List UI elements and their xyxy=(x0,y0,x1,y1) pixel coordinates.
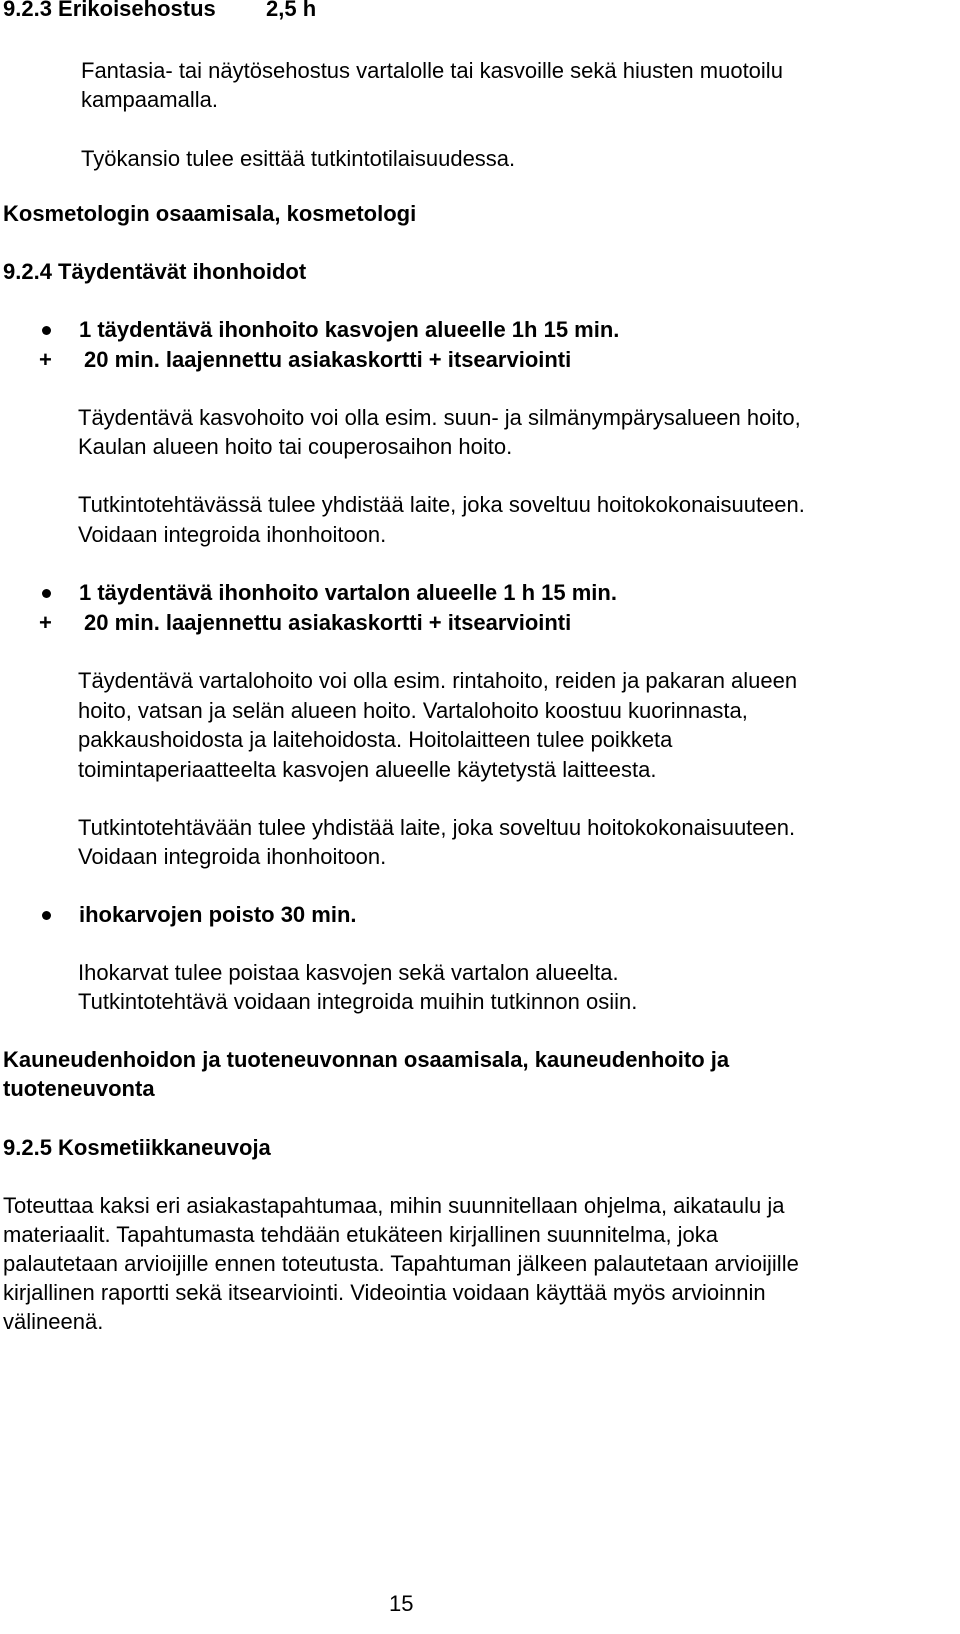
paragraph-line: Täydentävä vartalohoito voi olla esim. rintahoito, reiden ja pakaran alueen xyxy=(78,668,798,693)
page-number: 15 xyxy=(389,1591,414,1616)
osaamisala-heading: tuoteneuvonta xyxy=(3,1076,155,1101)
list-item-title: 1 täydentävä ihonhoito kasvojen alueelle 1h 15 min. xyxy=(79,317,620,342)
paragraph-line: Voidaan integroida ihonhoitoon. xyxy=(78,844,387,869)
list-item-extra: 20 min. laajennettu asiakaskortti + itsearviointi xyxy=(84,347,572,372)
section-heading-925: 9.2.5 Kosmetiikkaneuvoja xyxy=(3,1135,271,1160)
paragraph-line: Ihokarvat tulee poistaa kasvojen sekä vartalon alueelta. xyxy=(78,960,619,985)
list-item-title: 1 täydentävä ihonhoito vartalon alueelle 1 h 15 min. xyxy=(79,580,617,605)
section-heading-923: 9.2.3 Erikoisehostus xyxy=(3,0,216,21)
paragraph-line: toimintaperiaatteelta kasvojen alueelle käytetystä laitteesta. xyxy=(78,757,657,782)
paragraph-line: Tutkintotehtävässä tulee yhdistää laite, joka soveltuu hoitokokonaisuuteen. xyxy=(78,492,805,517)
section-duration-923: 2,5 h xyxy=(266,0,317,21)
paragraph-line: Kaulan alueen hoito tai couperosaihon hoito. xyxy=(78,434,513,459)
list-item-title: ihokarvojen poisto 30 min. xyxy=(79,902,357,927)
paragraph-line: Työkansio tulee esittää tutkintotilaisuudessa. xyxy=(81,146,516,171)
plus-sign: + xyxy=(39,347,52,372)
list-item-extra: 20 min. laajennettu asiakaskortti + itsearviointi xyxy=(84,610,572,635)
bullet-icon xyxy=(42,326,51,335)
bullet-icon xyxy=(42,589,51,598)
paragraph-line: kampaamalla. xyxy=(81,87,218,112)
paragraph-line: Toteuttaa kaksi eri asiakastapahtumaa, mihin suunnitellaan ohjelma, aikataulu ja xyxy=(3,1193,785,1218)
paragraph-line: palautetaan arvioijille ennen toteutusta. Tapahtuman jälkeen palautetaan arvioijille xyxy=(3,1251,799,1276)
paragraph-line: hoito, vatsan ja selän alueen hoito. Vartalohoito koostuu kuorinnasta, xyxy=(78,698,748,723)
bullet-icon xyxy=(42,911,51,920)
section-heading-924: 9.2.4 Täydentävät ihonhoidot xyxy=(3,259,307,284)
paragraph-line: pakkaushoidosta ja laitehoidosta. Hoitolaitteen tulee poikketa xyxy=(78,727,673,752)
paragraph-line: Tutkintotehtävä voidaan integroida muihin tutkinnon osiin. xyxy=(78,989,638,1014)
osaamisala-heading: Kosmetologin osaamisala, kosmetologi xyxy=(3,201,417,226)
plus-sign: + xyxy=(39,610,52,635)
paragraph-line: Täydentävä kasvohoito voi olla esim. suun- ja silmänympärysalueen hoito, xyxy=(78,405,801,430)
paragraph-line: Fantasia- tai näytösehostus vartalolle tai kasvoille sekä hiusten muotoilu xyxy=(81,58,783,83)
paragraph-line: materiaalit. Tapahtumasta tehdään etukäteen kirjallinen suunnitelma, joka xyxy=(3,1222,719,1247)
osaamisala-heading: Kauneudenhoidon ja tuoteneuvonnan osaamisala, kauneudenhoito ja xyxy=(3,1047,730,1072)
paragraph-line: Tutkintotehtävään tulee yhdistää laite, joka soveltuu hoitokokonaisuuteen. xyxy=(78,815,796,840)
paragraph-line: kirjallinen raportti sekä itsearviointi. Videointia voidaan käyttää myös arvioinnin xyxy=(3,1280,766,1305)
paragraph-line: välineenä. xyxy=(3,1309,104,1334)
paragraph-line: Voidaan integroida ihonhoitoon. xyxy=(78,522,387,547)
